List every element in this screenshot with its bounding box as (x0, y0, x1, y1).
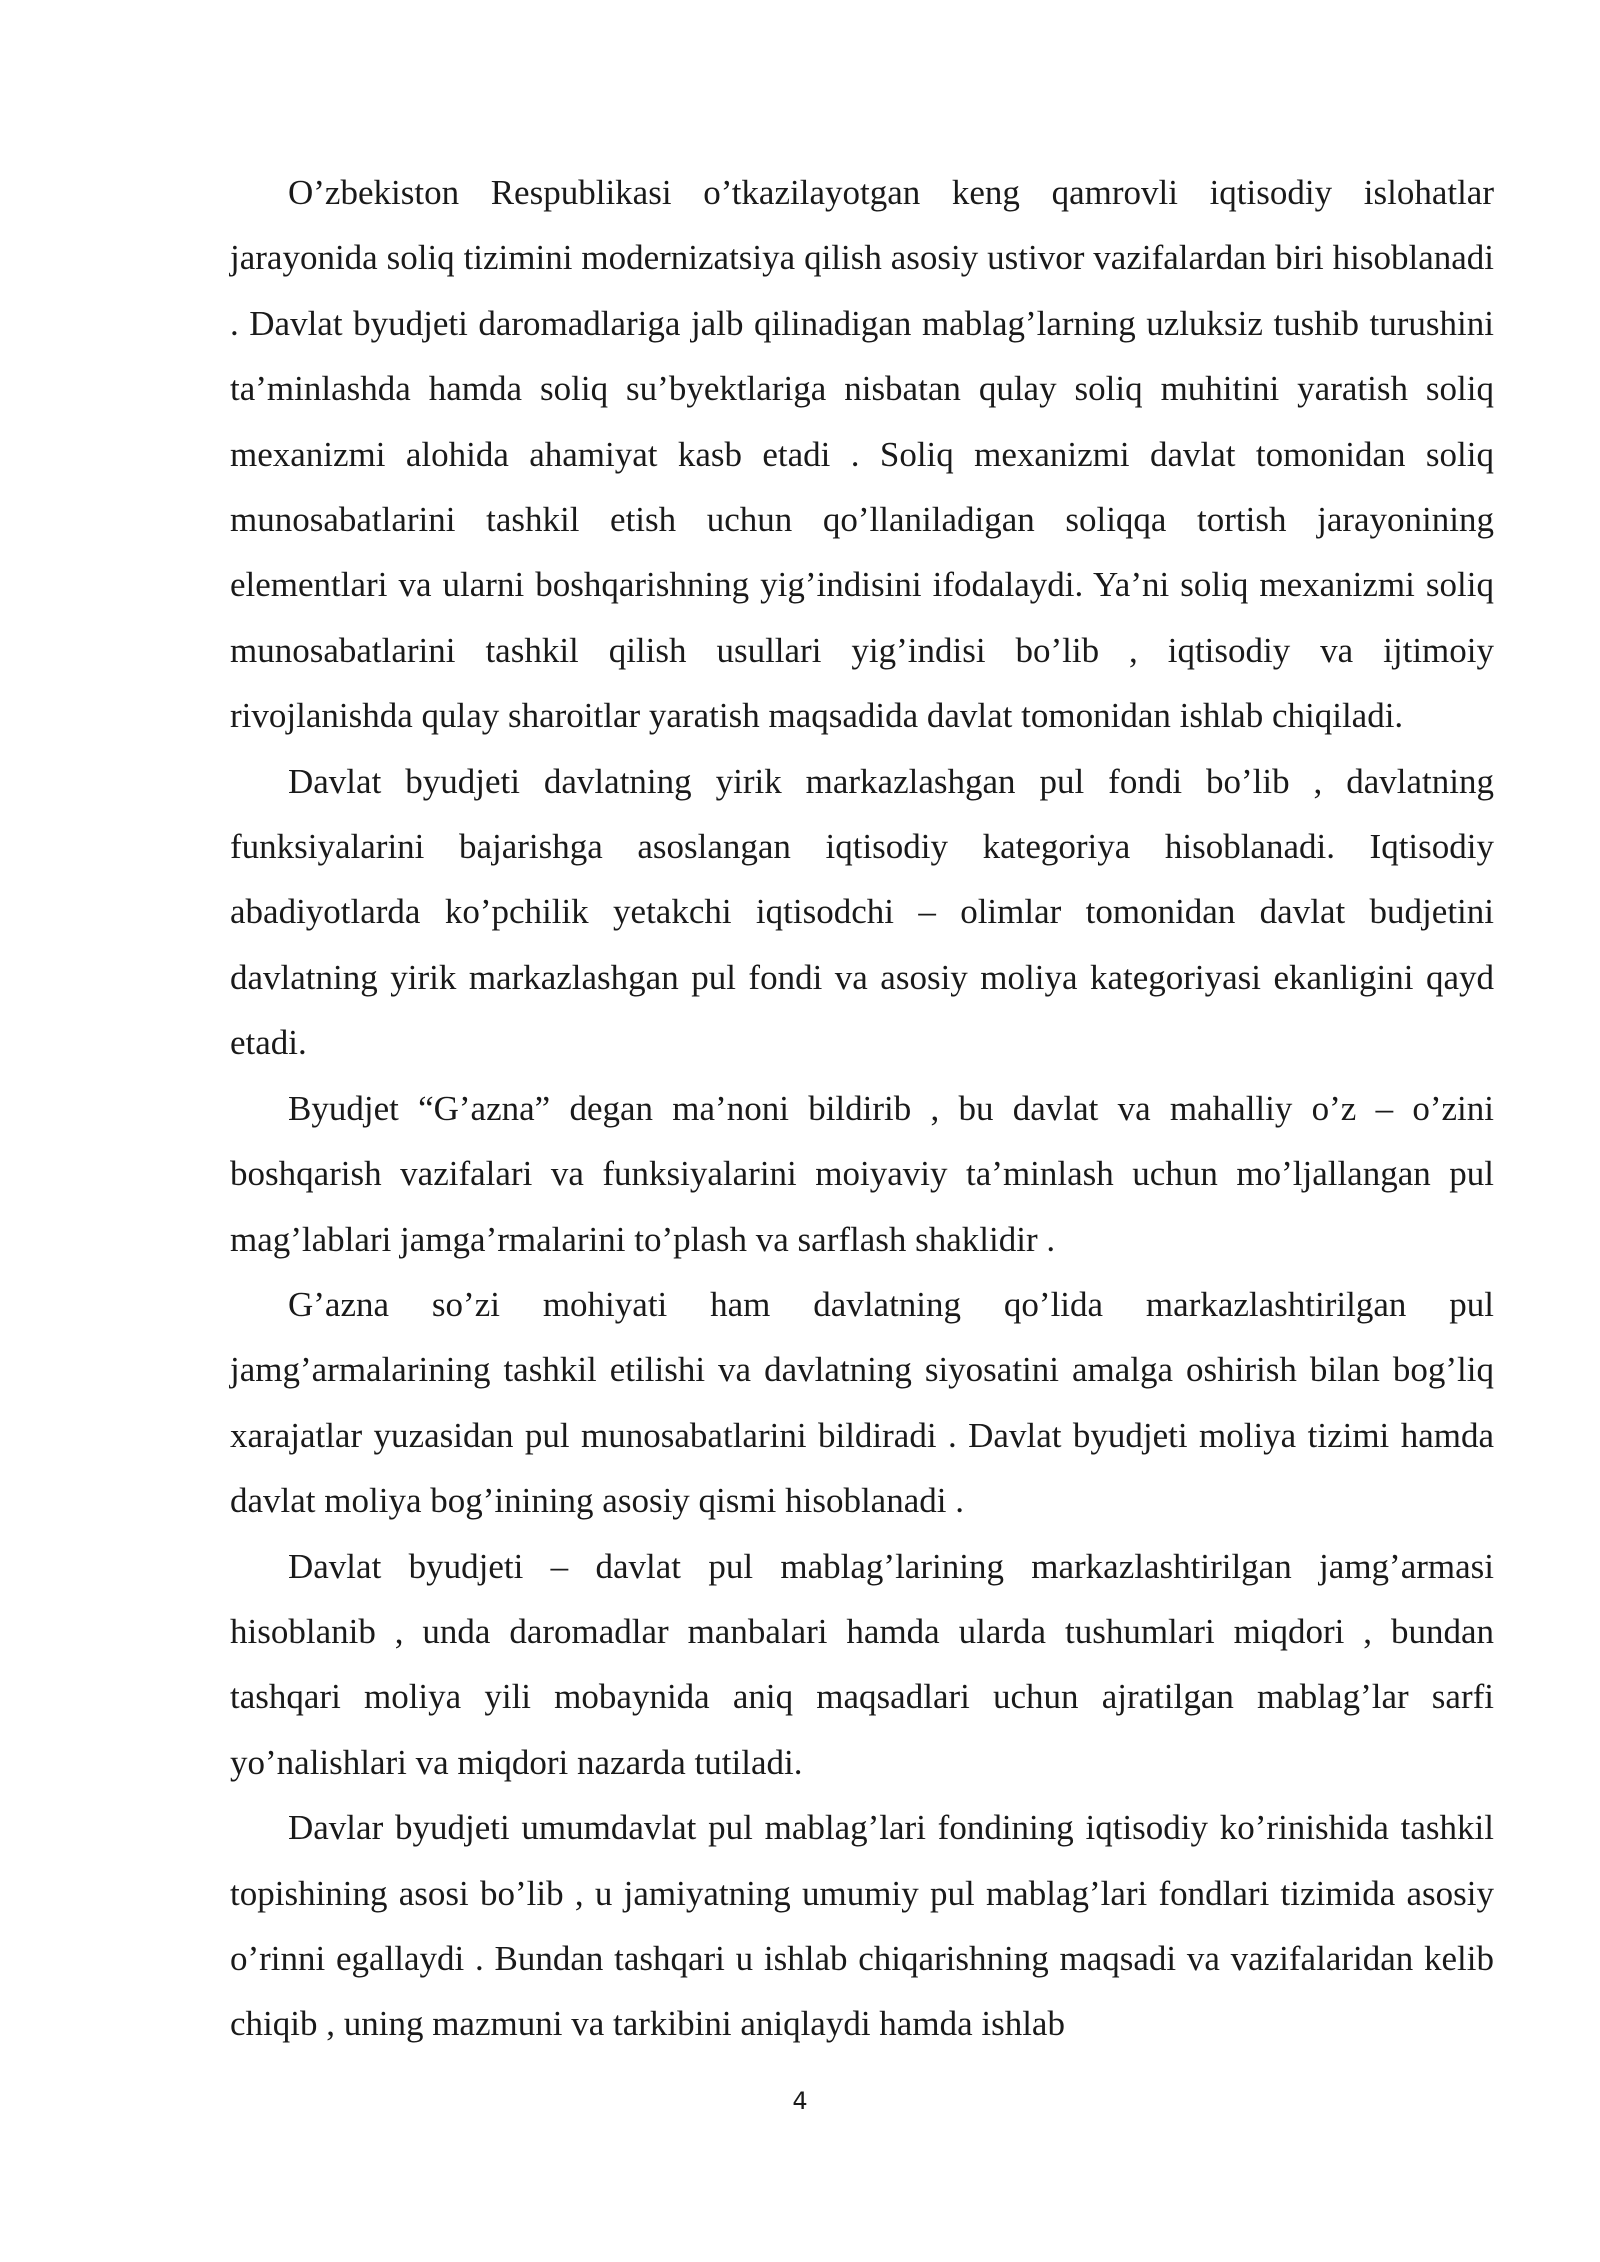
page-number: 4 (792, 2087, 808, 2115)
paragraph-soliq-mexanizmi: O’zbekiston Respublikasi o’tkazilayotgan keng qamrovli iqtisodiy islohatlar jarayonida soliq tizimini modernizatsiya qilish asosiy ustivor vazifalardan biri hisoblanadi . Davlat byudjeti daromadlariga jalb qilinadigan mablag’larning uzluksiz tushib turushini ta’minlashda hamda soliq su’byektlariga nisbatan qulay soliq muhitini yaratish soliq mexanizmi alohida ahamiyat kasb etadi . Soliq mexanizmi davlat tomonidan soliq munosabatlarini tashkil etish uchun qo’llaniladigan soliqqa tortish jarayonining elementlari va ularni boshqarishning yig’indisini ifodalaydi. Ya’ni soliq mexanizmi soliq munosabatlarini tashkil qilish usullari yig’indisi bo’lib , iqtisodiy va ijtimoiy rivojlanishda qulay sharoitlar yaratish maqsadida davlat tomonidan ishlab chiqiladi. (230, 173, 1494, 736)
paragraph-byudjet-gazna: Byudjet “G’azna” degan ma’noni bildirib , bu davlat va mahalliy o’z – o’zini boshqarish vazifalari va funksiyalarini moiyaviy ta’minlash uchun mo’ljallangan pul mag’lablari jamga’rmalarini to’plash va sarflash shaklidir . (230, 1088, 1494, 1259)
paragraph-umumdavlat-fondi: Davlar byudjeti umumdavlat pul mablag’lari fondining iqtisodiy ko’rinishida tashkil topishining asosi bo’lib , u jamiyatning umumiy pul mablag’lari fondlari tizimida asosiy o’rinni egallaydi . Bundan tashqari u ishlab chiqarishning maqsadi va vazifalaridan kelib chiqib , uning mazmuni va tarkibini aniqlaydi hamda ishlab (230, 1808, 1494, 2044)
paragraph-gazna-mohiyati: G’azna so’zi mohiyati ham davlatning qo’lida markazlashtirilgan pul jamg’armalarining tashkil etilishi va davlatning siyosatini amalga oshirish bilan bog’liq xarajatlar yuzasidan pul munosabatlarini bildiradi . Davlat byudjeti moliya tizimi hamda davlat moliya bog’inining asosiy qismi hisoblanadi . (230, 1284, 1494, 1521)
document-body (230, 160, 1494, 2057)
paragraph-davlat-byudjeti-jamgarmasi: Davlat byudjeti – davlat pul mablag’larining markazlashtirilgan jamg’armasi hisoblanib , unda daromadlar manbalari hamda ularda tushumlari miqdori , bundan tashqari moliya yili mobaynida aniq maqsadlari uchun ajratilgan mablag’lar sarfi yo’nalishlari va miqdori nazarda tutiladi. (230, 1546, 1494, 1782)
paragraph-davlat-byudjeti-fondi: Davlat byudjeti davlatning yirik markazlashgan pul fondi bo’lib , davlatning funksiyalarini bajarishga asoslangan iqtisodiy kategoriya hisoblanadi. Iqtisodiy abadiyotlarda ko’pchilik yetakchi iqtisodchi – olimlar tomonidan davlat budjetini davlatning yirik markazlashgan pul fondi va asosiy moliya kategoriyasi ekanligini qayd etadi. (230, 761, 1494, 1063)
